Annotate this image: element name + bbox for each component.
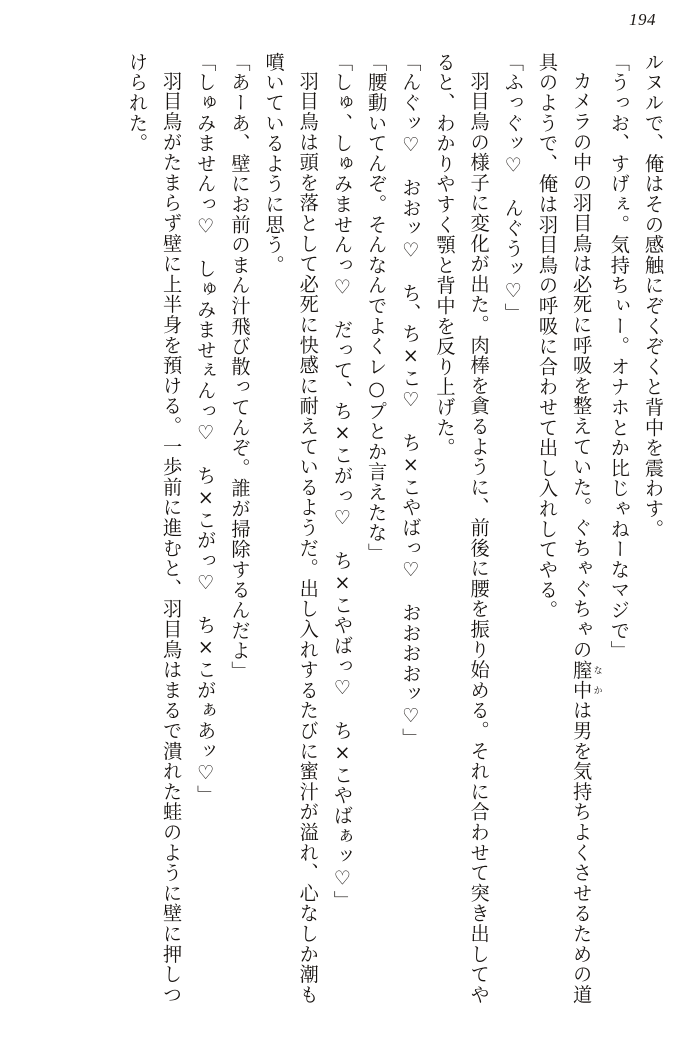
page-number: 194: [629, 10, 656, 29]
paragraph: 「ふっぐッ♡ んぐうッ♡」: [501, 52, 525, 324]
paragraph: 「しゅみませんっ♡ しゅみませぇんっ♡ ち×こがっ♡ ち×こがぁあッ♡」: [194, 52, 218, 806]
paragraph: 「うっお、すげぇ。気持ちぃー。オナホとか比じゃねーなマジで」: [607, 52, 631, 661]
paragraph-with-ruby: カメラの中の羽目鳥は必死に呼吸を整えていた。ぐちゃぐちゃの膣中なかは男を気持ちよくさせるための道具のようで、俺は羽目鳥の呼吸に合わせて出し入れしてやる。: [535, 52, 602, 1005]
paragraph: 「あーあ、壁にお前のまん汁飛び散ってんぞ。誰が掃除するんだよ」: [228, 52, 252, 682]
paragraph: 羽目鳥がたまらず壁に上半身を預ける。一歩前に進むと、羽目鳥はまるで潰れた蛙のように壁に押しつけられた。: [125, 52, 184, 1005]
paragraph: 羽目鳥は頭を落として必死に快感に耐えているようだ。出し入れするたびに蜜汁が溢れ、心なしか潮も噴いているように思う。: [262, 52, 320, 1005]
paragraph: 「腰動いてんぞ。そんなんでよくレ○プとか言えたな」: [365, 52, 389, 564]
ruby-reading: なか: [591, 659, 602, 701]
paragraph: ルヌルで、俺はその感触にぞくぞくと背中を震わす。: [642, 52, 665, 540]
paragraph: 「んぐッ♡ おおッ♡ ち、ち×こ♡ ち×こやばっ♡ おおおおッ♡」: [399, 52, 423, 749]
page-body-text: [34, 52, 670, 1016]
paragraph: 羽目鳥の様子に変化が出た。肉棒を貪るように、前後に腰を振り始める。それに合わせて突き出してやると、わかりやすく顎と背中を反り上げた。: [433, 52, 491, 1005]
paragraph: 「しゅ、しゅみませんっ♡ だって、ち×こがっ♡ ち×こやばっ♡ ち×こやばぁッ♡」: [330, 52, 354, 911]
ruby-term: 膣中なか: [570, 659, 602, 701]
